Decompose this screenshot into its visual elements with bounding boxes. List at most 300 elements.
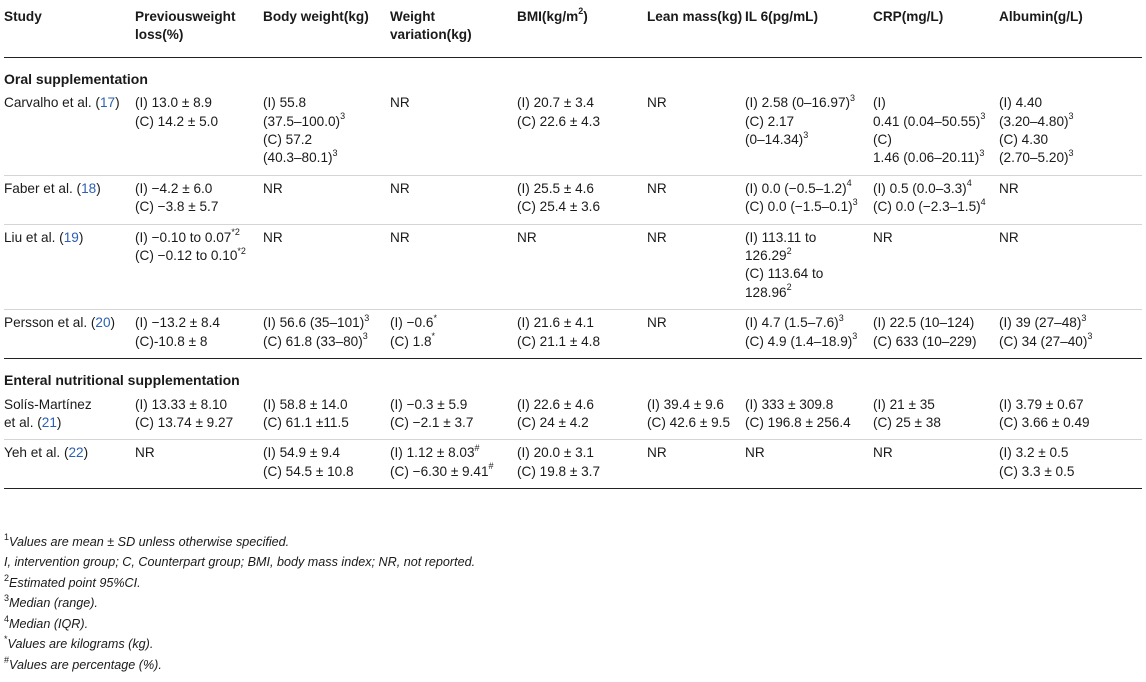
table-footnotes [4,531,1142,677]
cell-line [517,444,647,462]
cell-line [999,113,1142,131]
cell-value: (C) 4.9 (1.4–18.9) [745,333,853,349]
cell-value: 1.46 (0.06–20.11) [873,150,980,166]
cell-il6 [745,224,873,310]
footnote [4,654,1142,674]
cell-line [390,444,517,462]
cell-line [745,247,873,265]
cell-value: (C) 24 ± 4.2 [517,414,589,430]
cell-wv [390,90,517,175]
study-name-text: ) [56,414,62,430]
cell-line [647,180,745,198]
cell-value: (C) 42.6 ± 9.5 [647,414,731,430]
cell-line [135,414,263,432]
cell-line [999,396,1142,414]
cell-value: (I) 13.0 ± 8.9 [135,95,212,111]
cell-line [873,149,999,167]
cell-line [999,180,1142,198]
cell-value: NR [263,180,283,196]
cell-line [390,463,517,481]
cell-line [263,149,390,167]
cell-line [263,229,390,247]
cell-value: (C) 196.8 ± 256.4 [745,414,851,430]
cell-line [647,229,745,247]
column-header-line: Lean mass [647,9,718,24]
cell-value: NR [135,445,155,461]
cell-line [390,180,517,198]
superscript: 3 [1068,147,1074,158]
cell-line [390,333,517,351]
cell-bw [263,310,390,359]
cell-line [745,265,873,283]
cell-value: (C) −3.8 ± 5.7 [135,199,219,215]
cell-crp [873,175,999,224]
footnote [4,554,1142,571]
cell-bmi [517,440,647,489]
footnote [4,572,1142,592]
cell-value: (I) −0.10 to 0.07 [135,229,232,245]
cell-value: (I) [873,95,886,111]
cell-line [873,113,999,131]
section-title: Oral supplementation [4,70,148,87]
footnote [4,636,1142,653]
column-header-line [1053,9,1082,24]
section-title: Enteral nutritional supplementation [4,372,240,389]
cell-value: (I) 55.8 [263,95,307,111]
cell-value: (3.20–4.80) [999,113,1069,129]
column-header [999,8,1142,57]
cell-line [745,444,873,462]
superscript: *2 [231,227,240,238]
cell-value: NR [517,229,537,245]
cell-value: (I) 333 ± 309.8 [745,396,834,412]
cell-value: (I) 39.4 ± 9.6 [647,396,724,412]
column-header-line: Body weight [263,9,344,24]
cell-bw [263,224,390,310]
cell-alb [999,175,1142,224]
superscript: 3 [838,312,844,323]
cell-crp [873,310,999,359]
cell-line [873,131,999,149]
cell-value: (C) −6.30 ± 9.41 [390,463,489,479]
superscript: 3 [980,111,986,122]
cell-alb [999,224,1142,310]
cell-value: NR [647,315,667,331]
column-header-line [902,9,944,24]
cell-line [517,414,647,432]
cell-crp [873,440,999,489]
cell-value: 126.29 [745,248,787,264]
footnote-mark: 3 [4,593,10,604]
cell-value: (C) 19.8 ± 3.7 [517,463,601,479]
cell-crp [873,90,999,175]
study-name-text: Faber et al. ( [4,180,82,196]
cell-value: (I) 2.58 (0–16.97) [745,95,851,111]
cell-line [999,94,1142,112]
cell-value: (40.3–80.1) [263,150,333,166]
column-header-line: Study [4,9,42,24]
cell-wv [390,175,517,224]
cell-value: (I) 39 (27–48) [999,315,1082,331]
cell-value: (I) 3.2 ± 0.5 [999,445,1069,461]
cell-line [135,180,263,198]
cell-line [647,314,745,332]
cell-line [647,444,745,462]
cell-value: (C) 3.3 ± 0.5 [999,463,1075,479]
cell-lean [647,440,745,489]
study-name-text: ) [96,180,101,196]
cell-line [135,229,263,247]
reference-number: 22 [68,445,84,461]
column-header-line [768,9,818,24]
cell-value: NR [647,229,667,245]
cell-line [517,94,647,112]
cell-value: (C) 13.74 ± 9.27 [135,414,234,430]
cell-alb [999,90,1142,175]
cell-lean [647,90,745,175]
study-cell [4,310,135,359]
cell-value: (C) −0.12 to 0.10 [135,248,238,264]
cell-value: (C) 21.1 ± 4.8 [517,333,601,349]
cell-value: (C) 34 (27–40) [999,333,1088,349]
cell-value: NR [390,229,410,245]
cell-value: (I) 0.0 (−0.5–1.2) [745,180,847,196]
cell-value: (C) 0.0 (−2.3–1.5) [873,199,981,215]
footnote-text: I, intervention group; C, Counterpart group; BMI, body mass index; NR, not reported. [4,555,476,570]
superscript: 3 [852,331,858,342]
reference-number: 17 [99,95,116,111]
study-name-text: Yeh et al. ( [4,445,69,461]
cell-il6 [745,440,873,489]
cell-lean [647,224,745,310]
cell-value: (C) [873,132,892,148]
study-name-text: ) [83,445,89,461]
study-name: Solís-Martínez [4,396,92,412]
cell-line [873,333,999,351]
cell-line [517,333,647,351]
cell-line [999,444,1142,462]
column-header [745,8,873,57]
cell-line [999,314,1142,332]
column-header-line: IL 6 [745,9,769,24]
study-name [4,414,135,432]
study-name-text: Carvalho et al. ( [4,95,100,111]
cell-value: (I) 54.9 ± 9.4 [263,445,340,461]
cell-value: (I) 20.0 ± 3.1 [517,445,594,461]
column-header-text: weight loss [135,9,236,43]
cell-value: NR [647,95,667,111]
footnote-text: Values are percentage (%). [9,657,162,672]
superscript: # [474,442,480,453]
cell-value: (I) 3.79 ± 0.67 [999,396,1084,412]
cell-value: (C) 57.2 [263,132,313,148]
cell-bmi [517,175,647,224]
cell-value: (C) 113.64 to [745,266,824,282]
cell-lean [647,310,745,359]
cell-prev [135,310,263,359]
superscript: 3 [332,147,338,158]
cell-line [263,113,390,131]
footnote-text: Values are mean ± SD unless otherwise specified. [9,535,290,549]
cell-value: (C) 3.66 ± 0.49 [999,414,1090,430]
cell-line [745,113,873,131]
cell-bw [263,175,390,224]
cell-line [263,131,390,149]
cell-line [135,314,263,332]
superscript: 3 [364,312,370,323]
column-header-line [717,9,742,24]
superscript: 3 [850,92,856,103]
cell-value: NR [873,445,893,461]
study-name-text: ) [110,315,116,331]
superscript: * [433,312,437,323]
cell-line [517,198,647,216]
cell-value: (C) 25 ± 38 [873,414,941,430]
cell-prev [135,392,263,440]
column-header [647,8,745,57]
cell-line [999,463,1142,481]
cell-line [517,180,647,198]
table-row [4,175,1142,224]
study-name-text: et al. ( [4,414,42,430]
superscript: 3 [852,196,858,207]
footnote-text: Median (IQR). [9,616,89,631]
cell-line [999,229,1142,247]
footnote-mark: # [4,654,10,665]
cell-line [647,94,745,112]
cell-wv [390,310,517,359]
cell-value: (2.70–5.20) [999,150,1069,166]
cell-line [135,113,263,131]
column-header-line: Weight variation [390,9,447,43]
superscript: 3 [979,147,985,158]
cell-value: (I) 22.6 ± 4.6 [517,396,594,412]
cell-bmi [517,224,647,310]
table-row [4,310,1142,359]
cell-wv [390,224,517,310]
cell-value: (I) 0.5 (0.0–3.3) [873,180,967,196]
cell-value: (I) 21 ± 35 [873,396,935,412]
cell-value: (I) −0.3 ± 5.9 [390,396,468,412]
cell-value: (I) 4.40 [999,95,1043,111]
cell-value: NR [647,180,667,196]
study-name [4,229,135,247]
cell-line [745,284,873,302]
cell-prev [135,90,263,175]
column-header-line [541,6,588,24]
column-header-text: (g/L) [1053,9,1083,24]
cell-line [873,94,999,112]
cell-alb [999,310,1142,359]
cell-value: (C) 2.17 [745,113,795,129]
cell-value: (C) 25.4 ± 3.6 [517,199,601,215]
cell-il6 [745,175,873,224]
cell-value: NR [390,95,410,111]
superscript: 4 [980,196,986,207]
column-header-text: (kg) [446,27,472,43]
cell-value: (C) 633 (10–229) [873,333,977,349]
cell-il6 [745,90,873,175]
footnote [4,595,1142,612]
cell-il6 [745,310,873,359]
cell-line [873,198,999,216]
column-header-line [344,9,369,24]
cell-crp [873,392,999,440]
table-row [4,224,1142,310]
superscript: 3 [803,129,809,140]
cell-line [873,444,999,462]
superscript: # [488,461,494,472]
column-header-text: (mg/L) [901,9,944,24]
study-name [4,180,135,198]
cell-il6 [745,392,873,440]
cell-value: NR [390,180,410,196]
cell-line [263,180,390,198]
footnote-mark: 1 [4,531,10,542]
superscript: 3 [1087,331,1093,342]
study-cell [4,175,135,224]
superscript: 4 [966,178,972,189]
cell-value: (C) 61.8 (33–80) [263,333,363,349]
cell-line [135,396,263,414]
cell-line [263,396,390,414]
cell-value: (C)-10.8 ± 8 [135,333,208,349]
footnote [4,531,1142,551]
cell-value: (C) 4.30 [999,132,1049,148]
column-header [517,8,647,57]
column-header-text: (kg) [343,9,369,24]
cell-value: (I) 58.8 ± 14.0 [263,396,348,412]
cell-prev [135,440,263,489]
table-row [4,90,1142,175]
cell-line [135,198,263,216]
superscript: 2 [578,6,584,17]
cell-value: NR [873,229,893,245]
column-header [4,8,135,57]
table-row [4,392,1142,440]
study-name-text: Liu et al. ( [4,229,64,245]
reference-number: 21 [41,414,57,430]
column-header-line: Albumin [999,9,1054,24]
cell-value: (C) 54.5 ± 10.8 [263,463,354,479]
table-row [4,440,1142,489]
column-header-text: (pg/mL) [768,9,819,24]
column-header [390,8,517,57]
cell-value: (I) 22.5 (10–124) [873,315,975,331]
cell-value: NR [999,180,1019,196]
cell-lean [647,175,745,224]
header-row [4,8,1142,57]
cell-line [999,333,1142,351]
cell-line [517,314,647,332]
cell-value: (C) 61.1 ±11.5 [263,414,349,430]
cell-prev [135,175,263,224]
column-header-line [447,27,472,42]
cell-line [647,414,745,432]
cell-value: NR [745,445,765,461]
cell-value: (I) −4.2 ± 6.0 [135,180,213,196]
footnote-mark: 4 [4,613,10,624]
cell-bmi [517,90,647,175]
cell-line [745,198,873,216]
section-row [4,359,1142,392]
footnote-mark: * [4,634,8,645]
reference-number: 20 [95,315,111,331]
cell-line [390,414,517,432]
cell-line [263,333,390,351]
cell-value: (I) 21.6 ± 4.1 [517,315,594,331]
cell-line [873,414,999,432]
table-body [4,57,1142,488]
cell-line [517,113,647,131]
cell-line [745,180,873,198]
cell-line [135,247,263,265]
cell-value: (C) 22.6 ± 4.3 [517,113,601,129]
cell-line [517,396,647,414]
cell-line [390,396,517,414]
cell-value: (I) 20.7 ± 3.4 [517,95,594,111]
cell-bw [263,392,390,440]
study-cell [4,90,135,175]
superscript: 3 [362,331,368,342]
study-name [4,444,135,462]
cell-line [873,180,999,198]
study-name-text: ) [78,229,84,245]
cell-line [999,131,1142,149]
footnote [4,613,1142,633]
cell-value: (C) 14.2 ± 5.0 [135,113,219,129]
column-header-text: (kg/m [541,9,579,24]
cell-line [263,463,390,481]
reference-number: 18 [81,180,97,196]
cell-wv [390,392,517,440]
cell-value: NR [999,229,1019,245]
cell-value: (C) 0.0 (−1.5–0.1) [745,199,853,215]
cell-value: NR [263,229,283,245]
cell-line [263,94,390,112]
superscript: 3 [1081,312,1087,323]
cell-line [263,414,390,432]
column-header-line: (%) [162,27,184,43]
table-container [4,8,1142,489]
column-header-line: CRP [873,9,902,24]
superscript: 2 [786,245,792,256]
cell-line [745,94,873,112]
footnote-text: Estimated point 95%CI. [9,575,141,590]
cell-value: (I) 4.7 (1.5–7.6) [745,315,839,331]
cell-line [873,229,999,247]
cell-value: 128.96 [745,284,787,300]
cell-value: (I) 113.11 to [745,229,817,245]
cell-line [135,444,263,462]
study-cell [4,224,135,310]
superscript: 2 [786,282,792,293]
column-header-line: Previous [135,9,193,24]
footnote-text: Values are kilograms (kg). [7,637,154,652]
cell-value: (0–14.34) [745,132,804,148]
cell-value: (I) 25.5 ± 4.6 [517,180,594,196]
cell-bw [263,440,390,489]
cell-line [647,396,745,414]
cell-alb [999,440,1142,489]
cell-bmi [517,392,647,440]
cell-line [745,314,873,332]
cell-value: (C) 1.8 [390,333,432,349]
cell-value: (I) 1.12 ± 8.03 [390,445,475,461]
cell-line [873,314,999,332]
cell-line [873,396,999,414]
cell-crp [873,224,999,310]
